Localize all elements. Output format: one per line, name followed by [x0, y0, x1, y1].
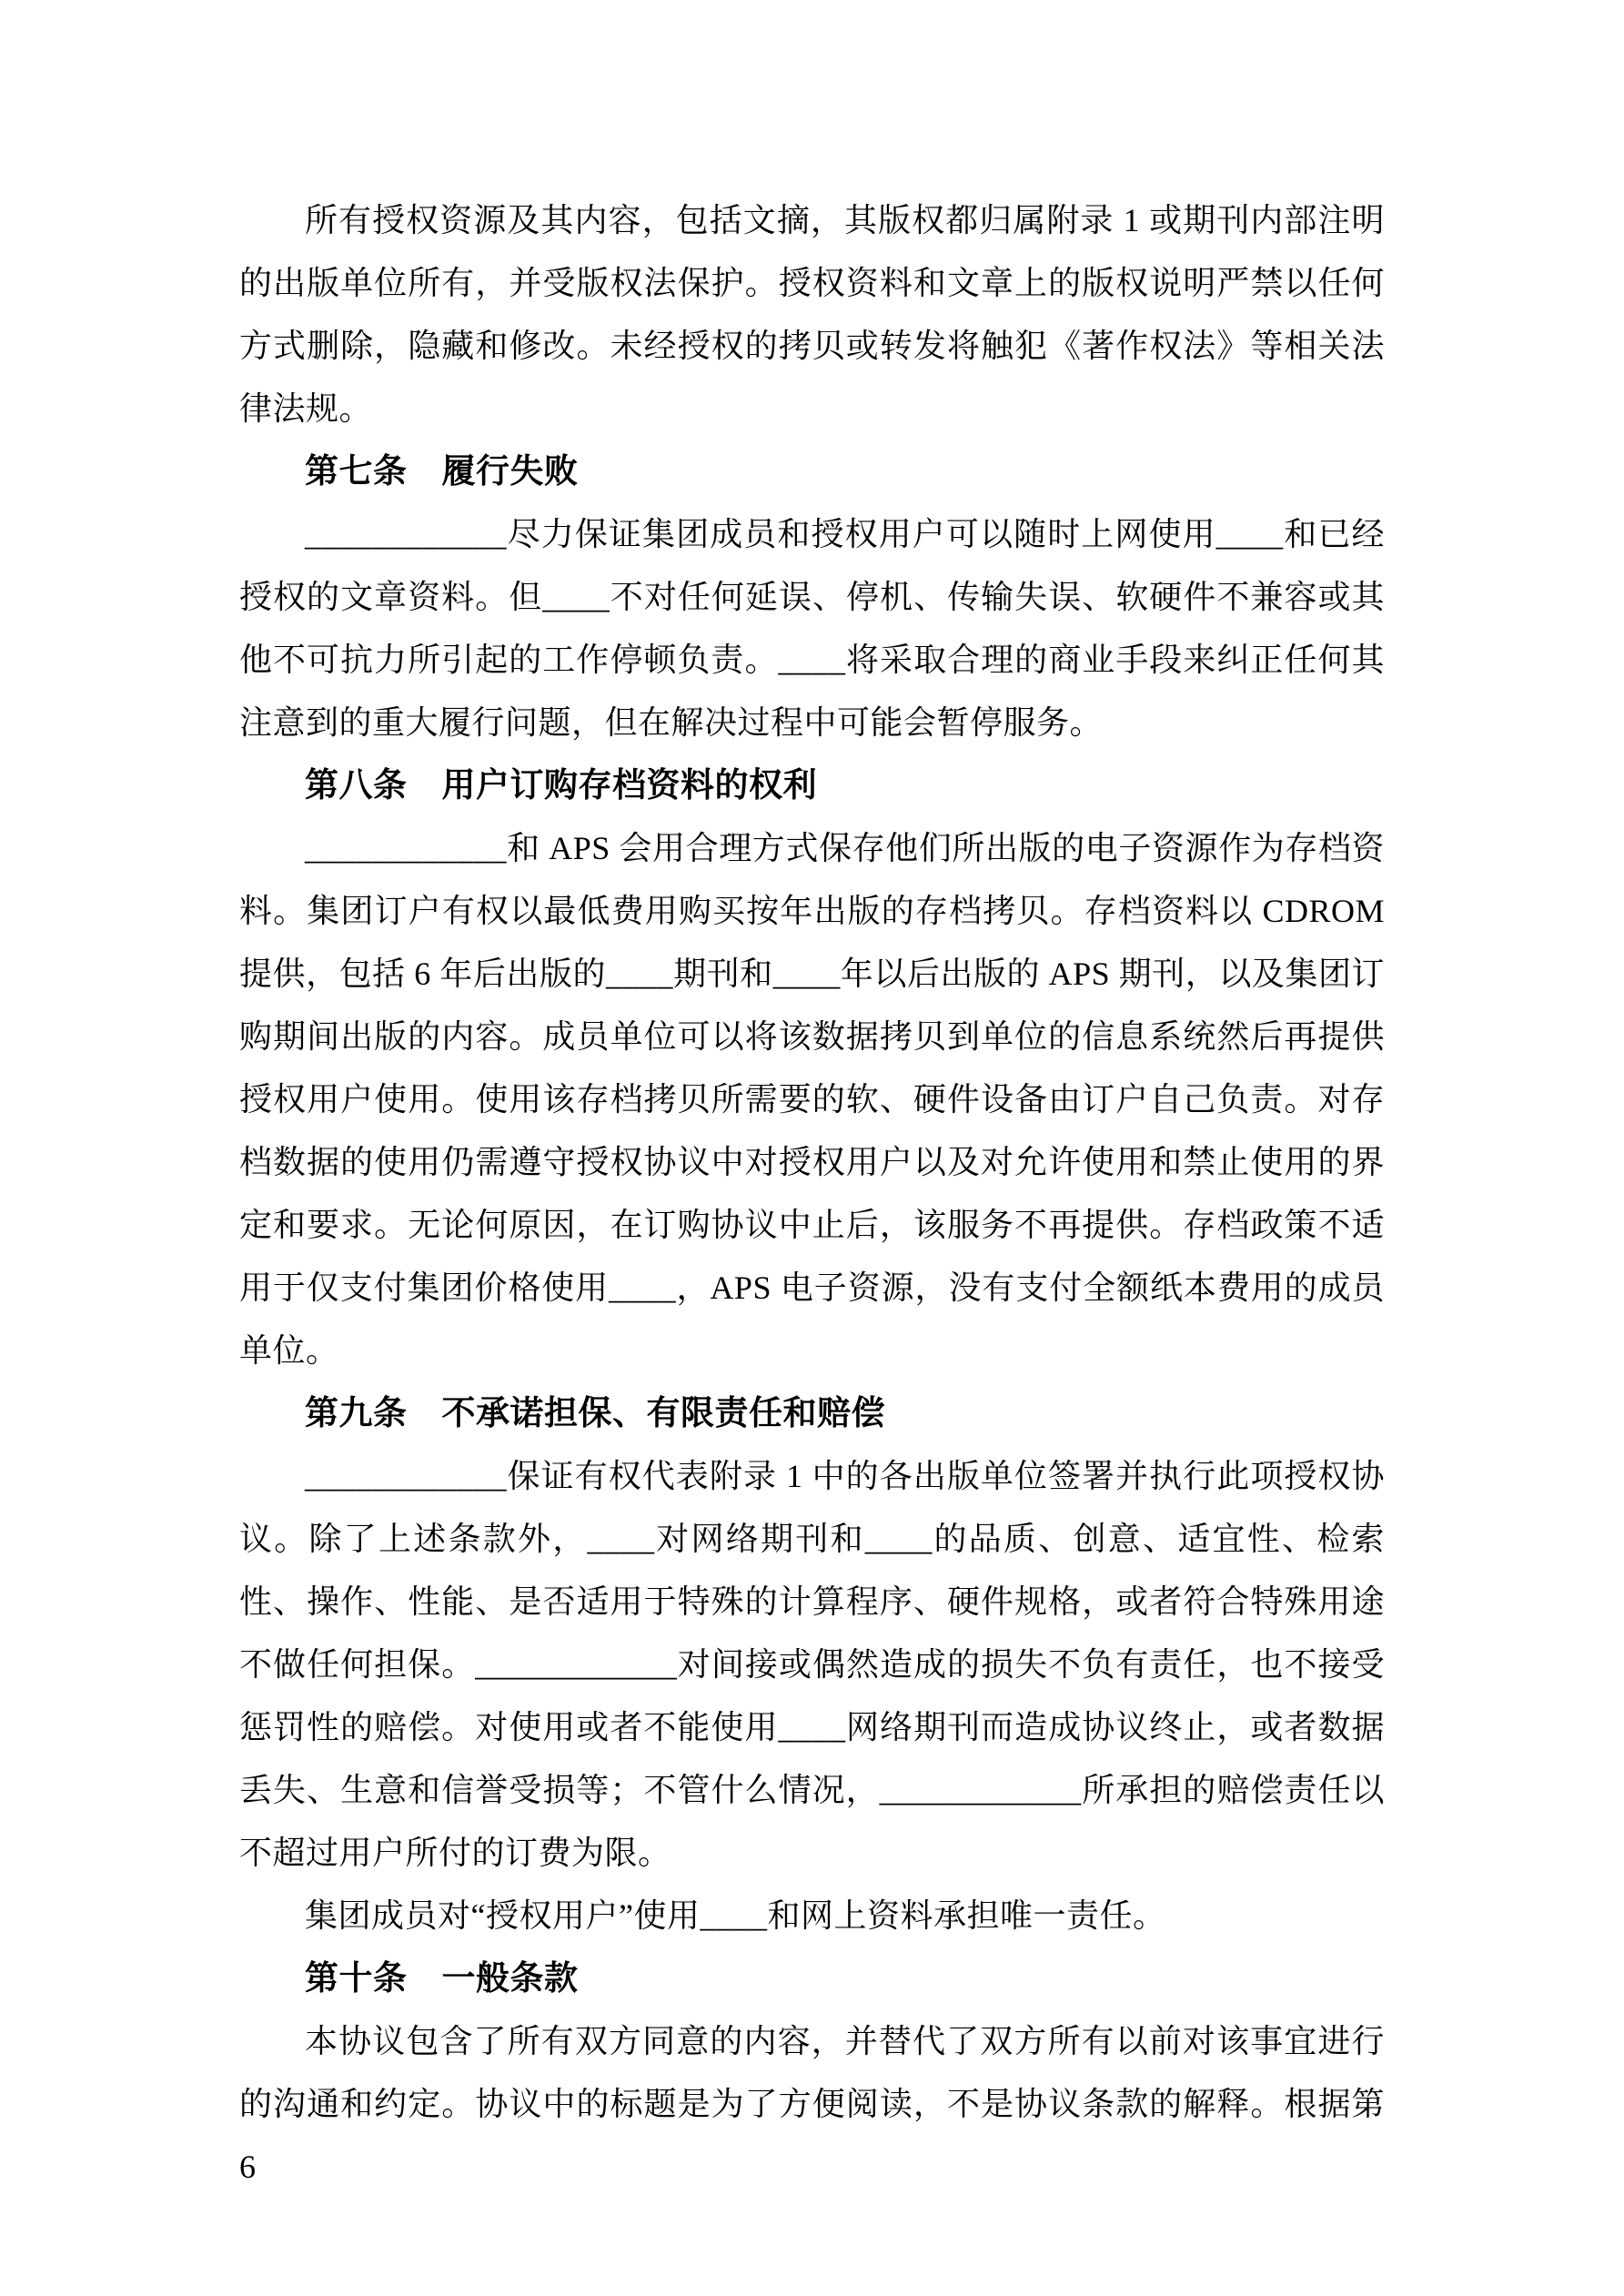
document-body — [239, 189, 1385, 2199]
article-title: 用户订购存档资料的权利 — [441, 767, 817, 804]
paragraph-general-terms: 本协议包含了所有双方同意的内容，并替代了双方所有以前对该事宜进行的沟通和约定。协议中的标题是为了方便阅读，不是协议条款的解释。根据第 6 — [239, 2023, 1385, 2185]
article-heading-8 — [239, 754, 1385, 817]
article-title: 履行失败 — [441, 453, 579, 491]
article-number: 第九条 — [305, 1395, 408, 1432]
article-number: 第十条 — [305, 1960, 408, 1998]
article-heading-7 — [239, 440, 1385, 503]
article-heading-10 — [239, 1947, 1385, 2010]
paragraph-archive-rights: ____________和 APS 会用合理方式保存他们所出版的电子资源作为存档资料。集团订户有权以最低费用购买按年出版的存档拷贝。存档资料以 CDROM 提供，包括 6 年后出版的____期刊和____年以后出版的 APS 期刊，以及集团订购期间出版的内容。成员单位可以将该数据拷贝到单位的信息系统然后再提供授权用户使用。使用该存档拷贝所需要的软、硬件设备由订户自己负责。对存档数据的使用仍需遵守授权协议中对授权用户以及对允许使用和禁止使用的界定和要求。无论何原因，在订购协议中止后，该服务不再提供。存档政策不适用于仅支付集团价格使用____，APS 电子资源，没有支付全额纸本费用的成员单位。 — [239, 830, 1385, 1369]
article-number: 第八条 — [305, 767, 408, 804]
article-heading-9 — [239, 1382, 1385, 1445]
article-title: 不承诺担保、有限责任和赔偿 — [441, 1395, 885, 1432]
article-number: 第七条 — [305, 453, 408, 491]
article-title: 一般条款 — [441, 1960, 579, 1998]
paragraph-performance-failure: ____________尽力保证集团成员和授权用户可以随时上网使用____和已经授权的文章资料。但____不对任何延误、停机、传输失误、软硬件不兼容或其他不可抗力所引起的工作停顿负责。____将采取合理的商业手段来纠正任何其注意到的重大履行问题，但在解决过程中可能会暂停服务。 — [239, 516, 1385, 741]
paragraph-copyright: 所有授权资源及其内容，包括文摘，其版权都归属附录 1 或期刊内部注明的出版单位所有，并受版权法保护。授权资料和文章上的版权说明严禁以任何方式删除，隐藏和修改。未经授权的拷贝或转发将触犯《著作权法》等相关法律法规。 — [239, 202, 1385, 427]
paragraph-sole-responsibility: 集团成员对“授权用户”使用____和网上资料承担唯一责任。 — [305, 1897, 1166, 1934]
paragraph-liability: ____________保证有权代表附录 1 中的各出版单位签署并执行此项授权协议。除了上述条款外，____对网络期刊和____的品质、创意、适宜性、检索性、操作、性能、是否适用于特殊的计算程序、硬件规格，或者符合特殊用途不做任何担保。____________对间接或偶然造成的损失不负有责任，也不接受惩罚性的赔偿。对使用或者不能使用____网络期刊而造成协议终止，或者数据丢失、生意和信誉受损等；不管什么情况，____________所承担的赔偿责任以不超过用户所付的订费为限。 — [239, 1458, 1385, 1871]
